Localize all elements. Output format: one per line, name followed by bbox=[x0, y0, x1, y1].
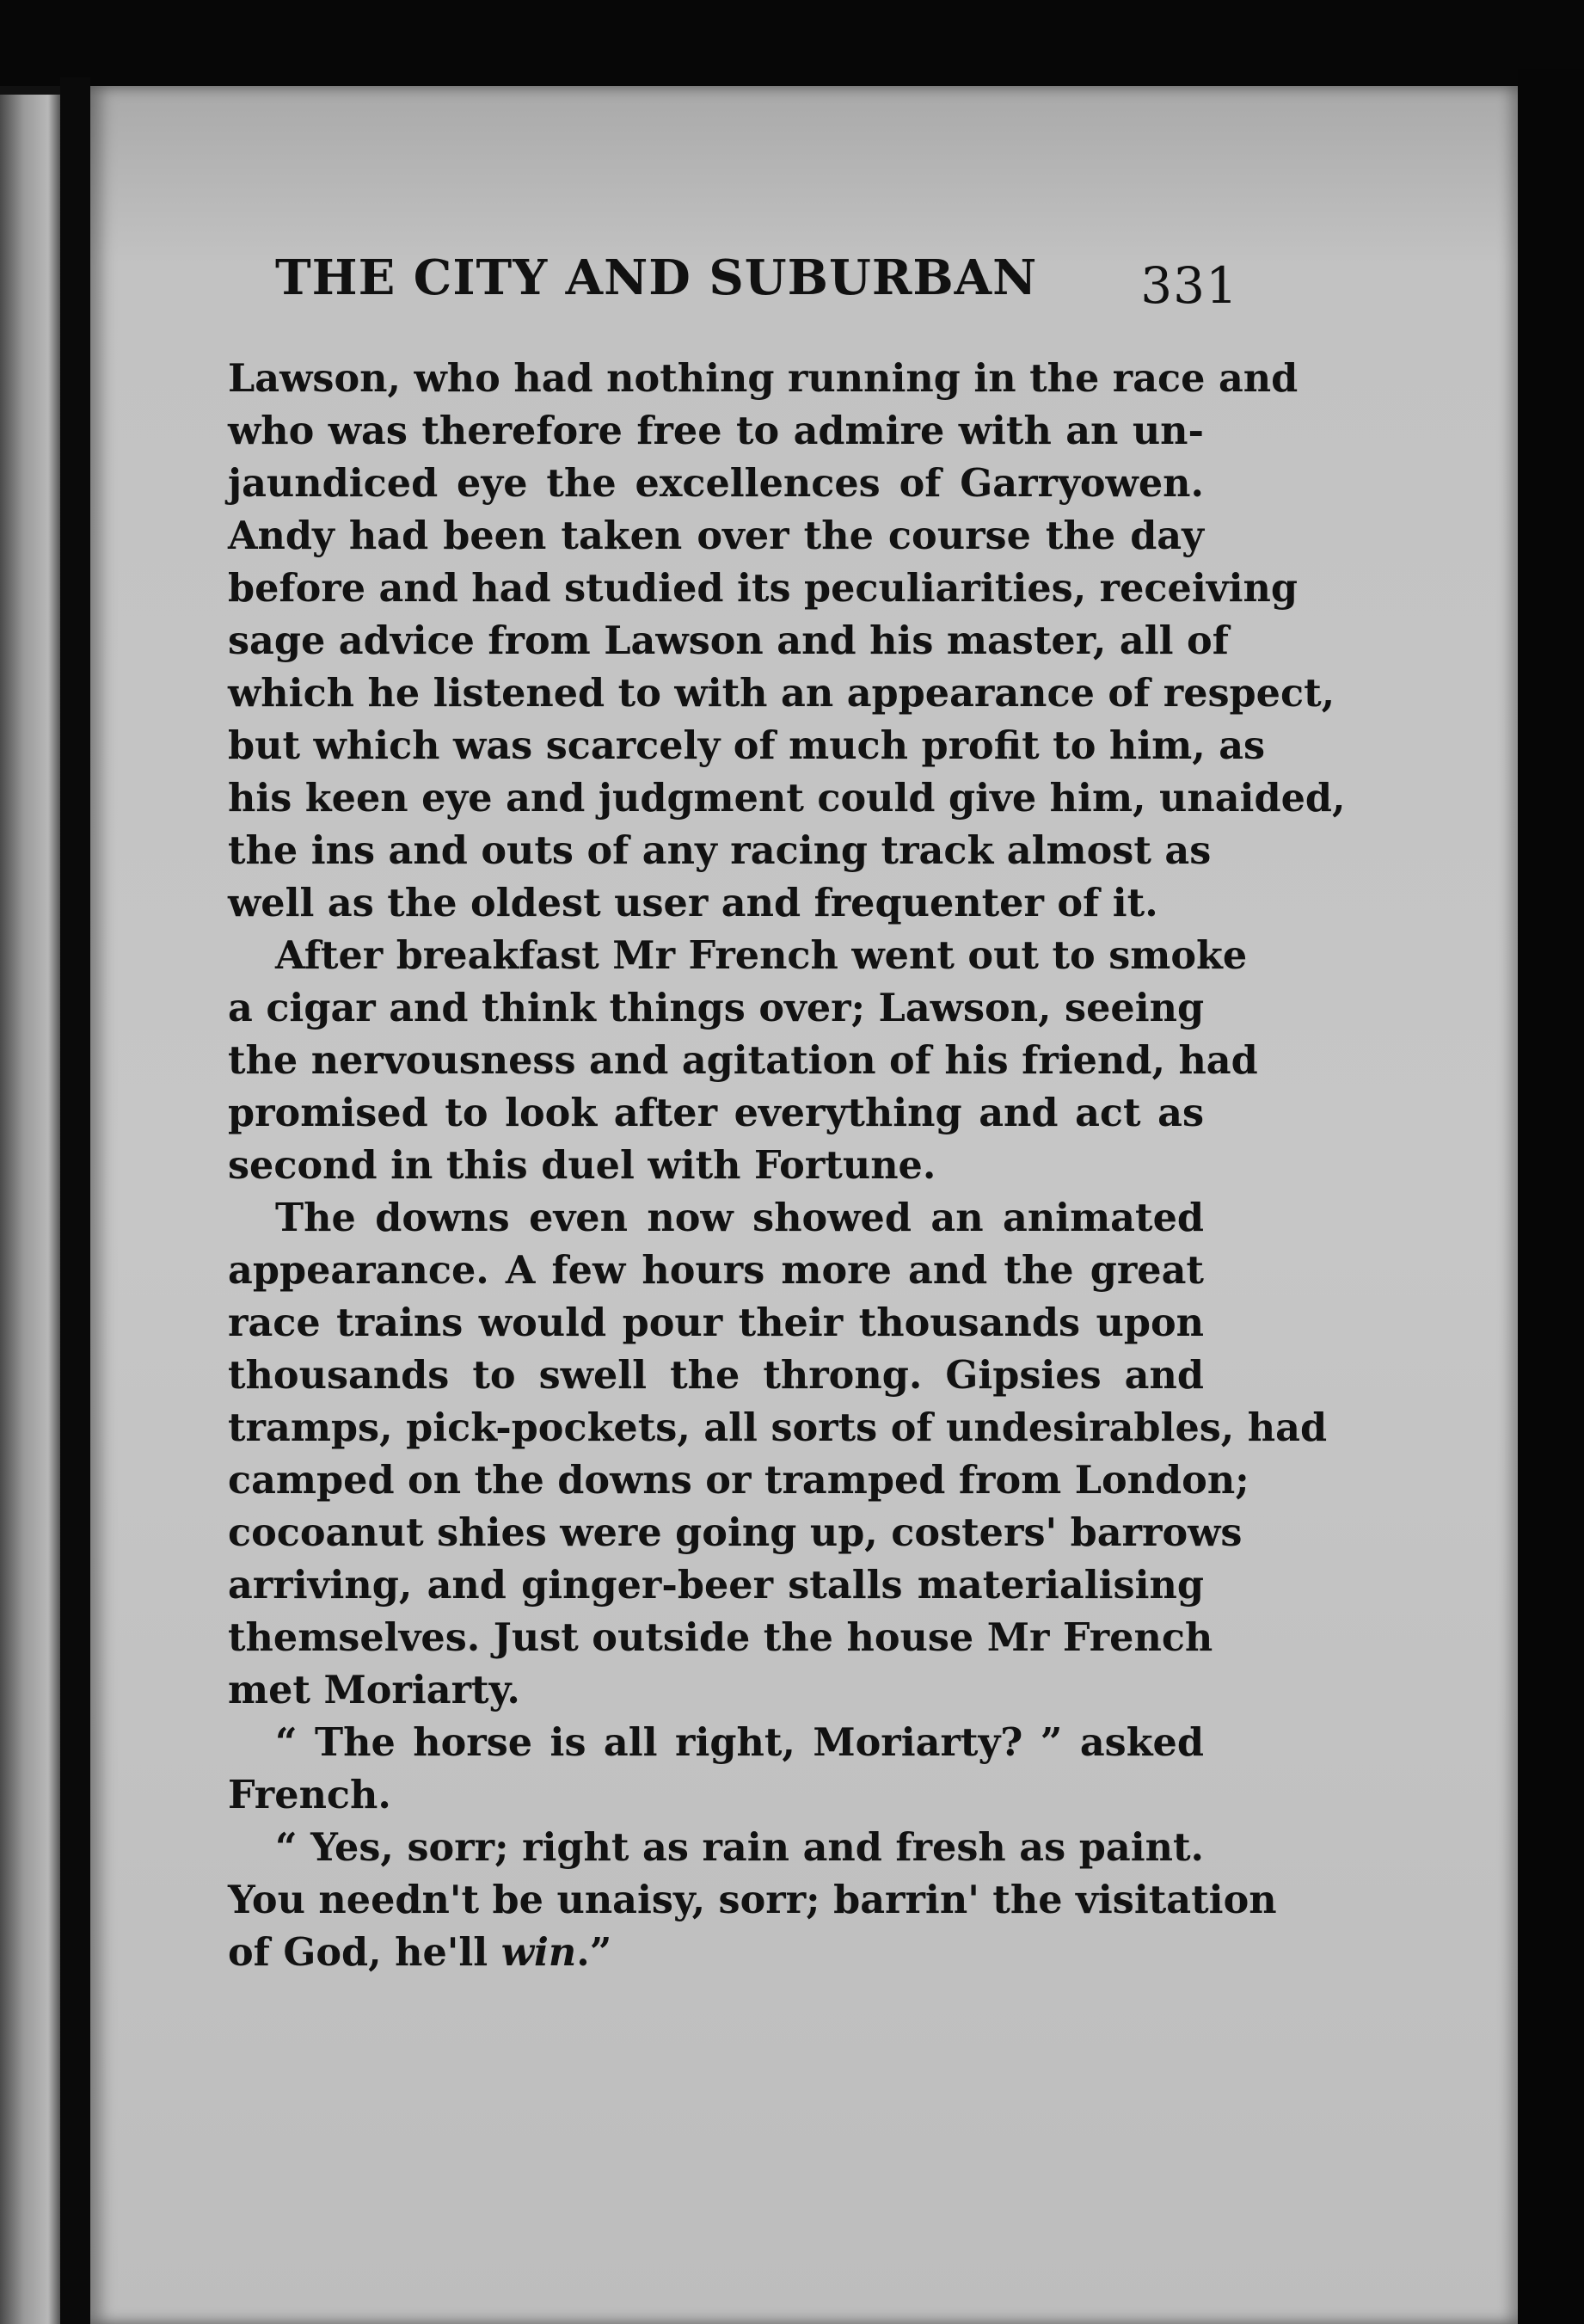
text-line: the ins and outs of any racing track almost as bbox=[228, 828, 1212, 873]
paragraph bbox=[228, 1717, 1204, 1822]
text-line: tramps, pick-pockets, all sorts of undesirables, had bbox=[228, 1405, 1328, 1450]
text-line: thousands to swell the throng. Gipsies and bbox=[228, 1353, 1204, 1398]
text-line: Lawson, who had nothing running in the race and bbox=[228, 356, 1299, 401]
text-line: Andy had been taken over the course the day bbox=[228, 513, 1204, 558]
running-head bbox=[275, 249, 1238, 318]
text-line: arriving, and ginger-beer stalls materialising bbox=[228, 1563, 1204, 1608]
text-line: You needn't be unaisy, sorr; barrin' the visitation bbox=[228, 1878, 1277, 1922]
text-line: themselves. Just outside the house Mr French bbox=[228, 1615, 1213, 1660]
text-line: After breakfast Mr French went out to smoke bbox=[275, 933, 1248, 978]
text-line: sage advice from Lawson and his master, all of bbox=[228, 618, 1229, 663]
text-run: .” bbox=[576, 1930, 612, 1975]
text-line: a cigar and think things over; Lawson, seeing bbox=[228, 986, 1205, 1030]
text-line: The downs even now showed an animated bbox=[275, 1196, 1204, 1240]
adjacent-page-edge bbox=[0, 95, 60, 2324]
body-text bbox=[228, 353, 1346, 1979]
text-line: appearance. A few hours more and the great bbox=[228, 1248, 1204, 1293]
text-line: cocoanut shies were going up, costers' barrows bbox=[228, 1510, 1243, 1555]
scan-top-border bbox=[0, 0, 1584, 86]
page-number: 331 bbox=[1140, 256, 1238, 315]
book-gutter bbox=[60, 77, 90, 2324]
scan-right-border bbox=[1518, 69, 1584, 2324]
text-run: of God, he'll bbox=[228, 1930, 501, 1975]
text-line bbox=[228, 1927, 1204, 1979]
text-line: met Moriarty. bbox=[228, 1668, 520, 1712]
paragraph bbox=[228, 930, 1258, 1192]
text-line: his keen eye and judgment could give him, unaided, bbox=[228, 776, 1346, 821]
text-line: but which was scarcely of much profit to him, as bbox=[228, 723, 1266, 768]
text-line: promised to look after everything and act as bbox=[228, 1091, 1204, 1135]
text-line: jaundiced eye the excellences of Garryowen. bbox=[228, 461, 1204, 506]
text-line: well as the oldest user and frequenter of it. bbox=[228, 881, 1158, 925]
text-line: which he listened to with an appearance of respect, bbox=[228, 671, 1335, 716]
paragraph bbox=[228, 1822, 1277, 1979]
text-line: “ Yes, sorr; right as rain and fresh as paint. bbox=[275, 1825, 1204, 1870]
text-line: race trains would pour their thousands upon bbox=[228, 1300, 1204, 1345]
text-line: French. bbox=[228, 1773, 391, 1817]
text-line: camped on the downs or tramped from London; bbox=[228, 1458, 1249, 1503]
text-line: who was therefore free to admire with an un- bbox=[228, 409, 1204, 453]
text-line: before and had studied its peculiarities, receiving bbox=[228, 566, 1298, 611]
running-head-title: THE CITY AND SUBURBAN bbox=[275, 249, 1038, 306]
paragraph bbox=[228, 353, 1346, 930]
text-line: “ The horse is all right, Moriarty? ” asked bbox=[275, 1720, 1204, 1765]
text-line: second in this duel with Fortune. bbox=[228, 1143, 936, 1188]
italic-word: win bbox=[500, 1930, 577, 1975]
paragraph bbox=[228, 1192, 1328, 1717]
text-line: the nervousness and agitation of his friend, had bbox=[228, 1038, 1258, 1083]
